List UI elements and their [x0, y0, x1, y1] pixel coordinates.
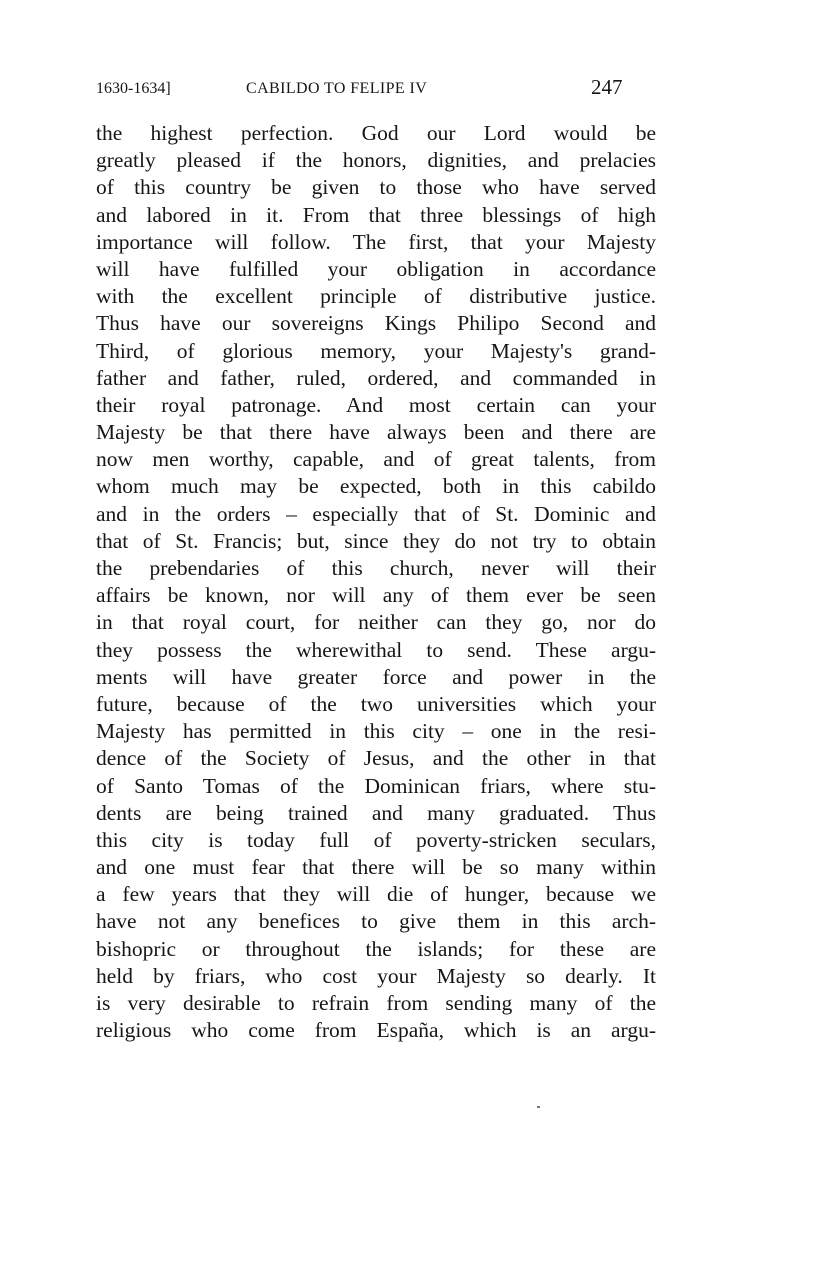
running-title: CABILDO TO FELIPE IV: [246, 80, 428, 97]
text-line: they possess the wherewithal to send. These argu-: [96, 637, 656, 662]
date-range: 1630-1634]: [96, 80, 171, 97]
running-head: [96, 74, 656, 104]
text-line: Majesty has permitted in this city – one in the resi-: [96, 719, 656, 744]
text-line: importance will follow. The first, that your Majesty: [96, 229, 656, 254]
text-line: and labored in it. From that three blessings of high: [96, 202, 656, 227]
text-line: have not any benefices to give them in this arch-: [96, 909, 656, 934]
page-number: 247: [591, 75, 623, 99]
text-line: and in the orders – especially that of St. Dominic and: [96, 501, 656, 526]
body-text: [96, 120, 656, 1070]
text-line: of Santo Tomas of the Dominican friars, where stu-: [96, 773, 656, 798]
text-line: will have fulfilled your obligation in accordance: [96, 256, 656, 281]
text-line: dence of the Society of Jesus, and the other in that: [96, 746, 656, 771]
text-line: religious who come from España, which is an argu-: [96, 1018, 656, 1043]
text-line: future, because of the two universities which your: [96, 691, 656, 716]
text-line: bishopric or throughout the islands; for these are: [96, 936, 656, 961]
text-line: this city is today full of poverty-stricken seculars,: [96, 827, 656, 852]
text-line: father and father, ruled, ordered, and commanded in: [96, 365, 656, 390]
print-mark: [537, 1106, 540, 1108]
text-line: whom much may be expected, both in this cabildo: [96, 474, 656, 499]
text-line: now men worthy, capable, and of great talents, from: [96, 447, 656, 472]
text-line: the prebendaries of this church, never will their: [96, 556, 656, 580]
text-line: Third, of glorious memory, your Majesty's grand-: [96, 338, 656, 363]
text-line: Thus have our sovereigns Kings Philipo Second and: [96, 311, 656, 336]
text-line: affairs be known, nor will any of them ever be seen: [96, 583, 656, 608]
text-line: ments will have greater force and power in the: [96, 664, 656, 689]
text-line: the highest perfection. God our Lord would be: [96, 121, 656, 145]
text-line: dents are being trained and many graduated. Thus: [96, 800, 656, 825]
text-line: in that royal court, for neither can they go, nor do: [96, 610, 656, 635]
text-line: and one must fear that there will be so many within: [96, 855, 656, 880]
text-line: held by friars, who cost your Majesty so dearly. It: [96, 963, 656, 988]
text-line: of this country be given to those who have served: [96, 175, 656, 200]
text-line: greatly pleased if the honors, dignities, and prelacies: [96, 148, 656, 173]
text-line: Majesty be that there have always been and there are: [96, 420, 656, 445]
text-line: with the excellent principle of distributive justice.: [96, 284, 656, 309]
text-line: is very desirable to refrain from sending many of the: [96, 991, 656, 1015]
text-line: their royal patronage. And most certain can your: [96, 392, 656, 417]
text-line: that of St. Francis; but, since they do not try to obtain: [96, 528, 656, 553]
text-line: a few years that they will die of hunger, because we: [96, 882, 656, 907]
